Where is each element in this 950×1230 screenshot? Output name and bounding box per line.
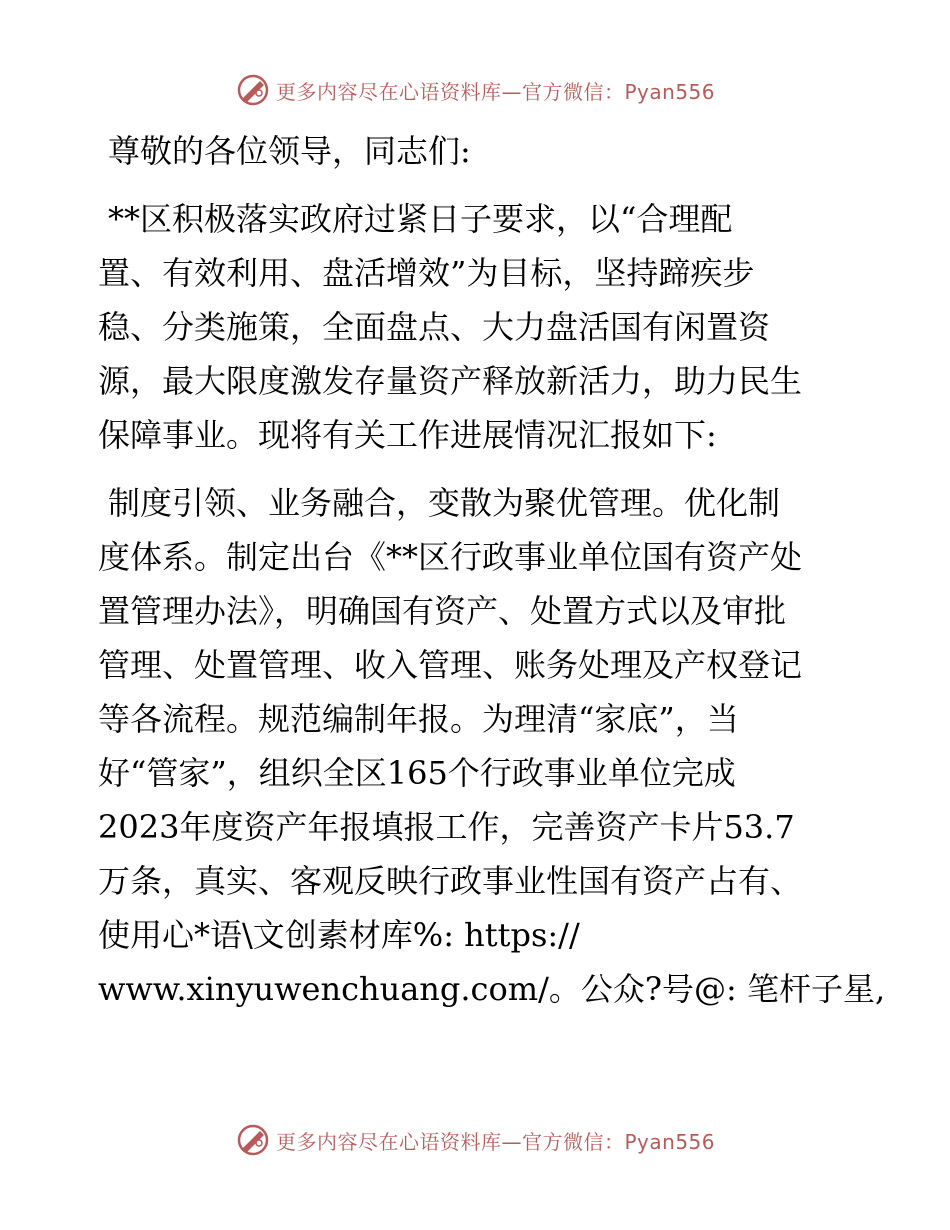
watermark-separator: — xyxy=(501,1129,522,1154)
watermark-main-text: 更多内容尽在心语资料库 xyxy=(276,1129,502,1154)
paragraph-2-line-7: 2023年度资产年报填报工作，完善资产卡片53.7 xyxy=(98,808,795,846)
paragraph-2-line-9: 使用心*语\文创素材库%: https:// xyxy=(98,916,580,954)
watermark-wechat-label: 官方微信： xyxy=(522,79,625,104)
paragraph-2-line-1: 制度引领、业务融合，变散为聚优管理。优化制 xyxy=(108,484,781,522)
paragraph-1-line-5: 保障事业。现将有关工作进展情况汇报如下: xyxy=(98,416,717,454)
watermark-banner-top xyxy=(236,72,715,108)
paragraph-2-line-4: 管理、处置管理、收入管理、账务处理及产权登记 xyxy=(98,646,803,684)
paragraph-1-line-2: 置、有效利用、盘活增效”为目标，坚持蹄疾步 xyxy=(98,254,755,292)
paragraph-2-line-10: www.xinyuwenchuang.com/。公众?号@: 笔杆子星, xyxy=(98,970,886,1008)
watermark-wechat-id: Pyan556 xyxy=(624,1129,716,1154)
watermark-main-text: 更多内容尽在心语资料库 xyxy=(276,79,502,104)
paragraph-1-line-1: **区积极落实政府过紧日子要求，以“合理配 xyxy=(108,200,733,238)
watermark-wechat-id: Pyan556 xyxy=(624,79,716,104)
paragraph-1-line-3: 稳、分类施策，全面盘点、大力盘活国有闲置资 xyxy=(98,308,771,346)
pen-logo-icon xyxy=(236,73,270,107)
paragraph-2-line-8: 万条，真实、客观反映行政事业性国有资产占有、 xyxy=(98,862,803,900)
paragraph-2-line-5: 等各流程。规范编制年报。为理清“家底”，当 xyxy=(98,700,739,738)
paragraph-2-line-3: 置管理办法》，明确国有资产、处置方式以及审批 xyxy=(98,592,787,630)
salutation: 尊敬的各位领导，同志们: xyxy=(108,132,471,170)
watermark-wechat-label: 官方微信： xyxy=(522,1129,625,1154)
document-body xyxy=(98,124,886,1016)
pen-logo-icon xyxy=(236,1123,270,1157)
paragraph-2-line-2: 度体系。制定出台《**区行政事业单位国有资产处 xyxy=(98,538,803,576)
paragraph-2-line-6: 好“管家”，组织全区165个行政事业单位完成 xyxy=(98,754,736,792)
watermark-banner-bottom xyxy=(236,1122,715,1158)
paragraph-1-line-4: 源，最大限度激发存量资产释放新活力，助力民生 xyxy=(98,362,803,400)
watermark-separator: — xyxy=(501,79,522,104)
